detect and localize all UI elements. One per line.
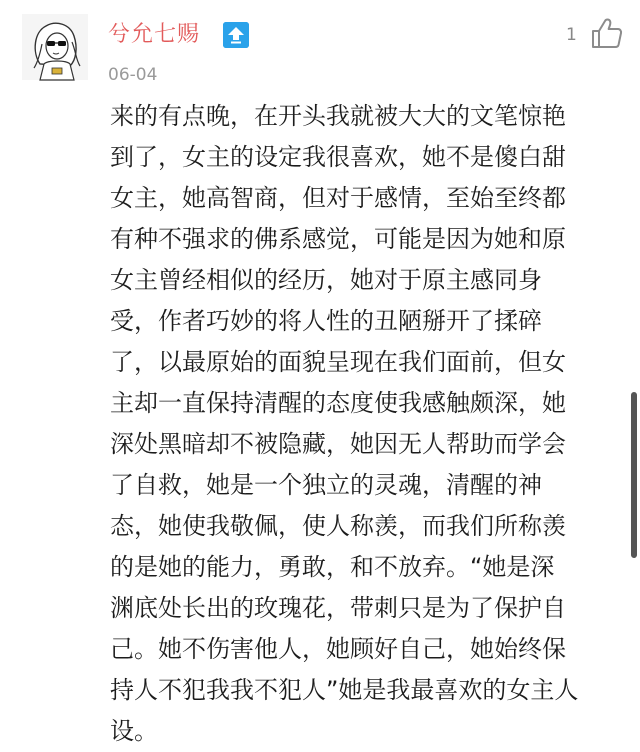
- scrollbar[interactable]: [631, 392, 637, 558]
- comment-text: 来的有点晚，在开头我就被大大的文笔惊艳 到了，女主的设定我很喜欢，她不是傻白甜 女主，她高智商，但对于感情，至始至终都 有种不强求的佛系感觉，可能是因为她和原 女主曾经相似的经历，她对于原主感同身 受，作者巧妙的将人性的丑陋掰开了揉碎 了，以最原始的面貌呈现在我们面前，但女 主却一直保持清醒的态度使我感触颇深，她 深处黑暗却不被隐藏，她因无人帮助而学会 了自救，她是一个独立的灵魂，清醒的神 态，她使我敬佩，使人称羡，而我们所称羡 的是她的能力，勇敢，和不放弃。“她是深 渊底处长出的玫瑰花，带刺只是为了保护自 己。她不伤害他人，她顾好自己，她始终保 持人不犯我我不犯人”她是我最喜欢的女主人 设。: [110, 102, 579, 745]
- like-count: 1: [566, 25, 577, 45]
- username[interactable]: 兮允七赐: [108, 22, 201, 47]
- avatar-girl-sunglasses-icon: [22, 14, 88, 80]
- user-avatar[interactable]: [22, 14, 88, 80]
- level-up-badge-icon: [223, 22, 249, 48]
- post-date: 06-04: [108, 65, 158, 85]
- thumbs-up-icon[interactable]: [590, 16, 624, 50]
